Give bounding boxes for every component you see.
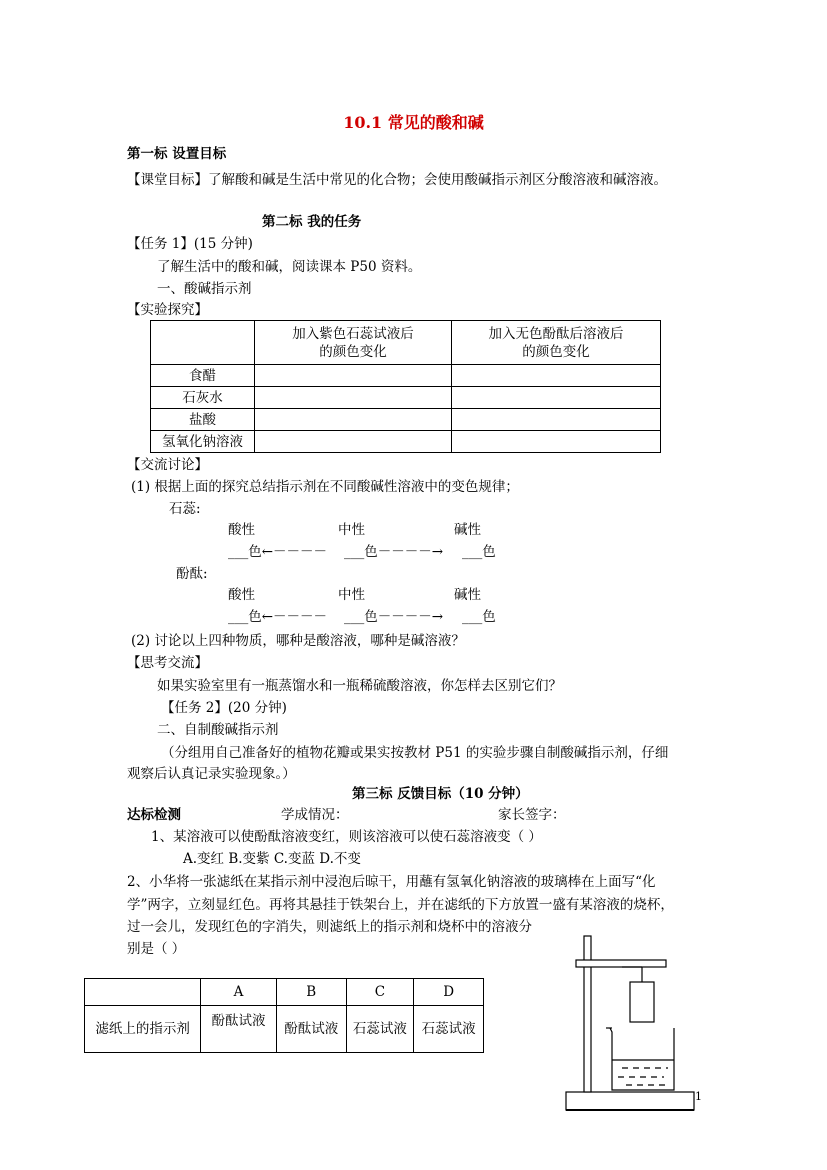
answer-cell[interactable] bbox=[255, 409, 452, 431]
task2-text-line2: 观察后认真记录实验现象。） bbox=[127, 766, 296, 782]
think-label: 【思考交流】 bbox=[127, 655, 208, 671]
answer-table-corner bbox=[85, 979, 201, 1006]
table-row bbox=[151, 431, 661, 453]
phenol-neutral-blank[interactable]: ___色－－－－→ bbox=[344, 609, 444, 625]
option-value: 酚酞试液 bbox=[276, 1006, 346, 1053]
option-value: 酚酞试液 bbox=[201, 1006, 277, 1053]
task1-label: 【任务 1】(15 分钟) bbox=[127, 236, 253, 252]
answer-cell[interactable] bbox=[255, 431, 452, 453]
discuss-label: 【交流讨论】 bbox=[127, 457, 208, 473]
table-row bbox=[151, 387, 661, 409]
think-text: 如果实验室里有一瓶蒸馏水和一瓶稀硫酸溶液，你怎样去区别它们？ bbox=[157, 678, 562, 694]
question-2-line3: 过一会儿，发现红色的字消失，则滤纸上的指示剂和烧杯中的溶液分 bbox=[127, 919, 532, 935]
option-header: A bbox=[201, 979, 277, 1006]
task1-text: 了解生活中的酸和碱，阅读课本 P50 资料。 bbox=[157, 259, 422, 275]
parent-signature-label: 家长签字： bbox=[498, 807, 566, 823]
table-corner-cell bbox=[151, 321, 255, 365]
answer-cell[interactable] bbox=[255, 387, 452, 409]
iron-stand-beaker-illustration bbox=[560, 932, 700, 1114]
question-2-line4: 别是（ ） bbox=[127, 941, 186, 957]
answer-cell[interactable] bbox=[452, 387, 661, 409]
task2-text-line1: （分组用自己准备好的植物花瓣或果实按教材 P51 的实验步骤自制酸碱指示剂，仔细 bbox=[161, 745, 669, 761]
scale-acid-label: 酸性 bbox=[228, 587, 255, 603]
experiment-table bbox=[150, 320, 661, 453]
scale-neutral-label: 中性 bbox=[338, 522, 365, 538]
answer-cell[interactable] bbox=[255, 365, 452, 387]
table-header-phenolphthalein: 加入无色酚酞后溶液后 的颜色变化 bbox=[452, 321, 661, 365]
discuss-question-1: (1) 根据上面的探究总结指示剂在不同酸碱性溶液中的变色规律； bbox=[131, 479, 519, 495]
table-header-litmus: 加入紫色石蕊试液后 的颜色变化 bbox=[255, 321, 452, 365]
option-header: C bbox=[346, 979, 414, 1006]
answer-row-label: 滤纸上的指示剂 bbox=[85, 1006, 201, 1053]
check-label: 达标检测 bbox=[127, 807, 181, 823]
question-2-line1: 2、小华将一张滤纸在某指示剂中浸泡后晾干，用蘸有氢氧化钠溶液的玻璃棒在上面写“化 bbox=[127, 874, 656, 890]
option-value: 石蕊试液 bbox=[346, 1006, 414, 1053]
class-goal: 【课堂目标】了解酸和碱是生活中常见的化合物；会使用酸碱指示剂区分酸溶液和碱溶液。 bbox=[127, 172, 667, 188]
scale-acid-label: 酸性 bbox=[228, 522, 255, 538]
question-1-options: A.变红 B.变紫 C.变蓝 D.不变 bbox=[183, 851, 361, 867]
answer-cell[interactable] bbox=[452, 409, 661, 431]
section2-heading: 第二标 我的任务 bbox=[262, 214, 362, 230]
option-header: D bbox=[414, 979, 484, 1006]
phenol-acid-blank[interactable]: ___色←－－－－ bbox=[228, 609, 328, 625]
scale-base-label: 碱性 bbox=[454, 522, 481, 538]
phenolphthalein-label: 酚酞: bbox=[176, 566, 208, 582]
subheading-indicators: 一、酸碱指示剂 bbox=[157, 281, 252, 297]
row-label: 盐酸 bbox=[151, 409, 255, 431]
discuss-question-2: (2) 讨论以上四种物质，哪种是酸溶液，哪种是碱溶液？ bbox=[131, 633, 465, 649]
table-row bbox=[151, 365, 661, 387]
litmus-base-blank[interactable]: ___色 bbox=[462, 544, 496, 560]
status-label: 学成情况： bbox=[281, 807, 349, 823]
task2-label: 【任务 2】(20 分钟) bbox=[161, 700, 287, 716]
question-1: 1、某溶液可以使酚酞溶液变红，则该溶液可以使石蕊溶液变（ ） bbox=[151, 829, 542, 845]
answer-cell[interactable] bbox=[452, 365, 661, 387]
section1-heading: 第一标 设置目标 bbox=[127, 146, 227, 162]
answer-cell[interactable] bbox=[452, 431, 661, 453]
page-number: 1 bbox=[695, 1090, 702, 1103]
litmus-label: 石蕊: bbox=[169, 501, 201, 517]
explore-label: 【实验探究】 bbox=[127, 302, 208, 318]
section3-heading: 第三标 反馈目标（10 分钟） bbox=[352, 786, 529, 802]
table-row bbox=[151, 409, 661, 431]
litmus-neutral-blank[interactable]: ___色－－－－→ bbox=[344, 544, 444, 560]
scale-neutral-label: 中性 bbox=[338, 587, 365, 603]
phenol-base-blank[interactable]: ___色 bbox=[462, 609, 496, 625]
row-label: 食醋 bbox=[151, 365, 255, 387]
row-label: 石灰水 bbox=[151, 387, 255, 409]
option-value: 石蕊试液 bbox=[414, 1006, 484, 1053]
page-title: 10.1 常见的酸和碱 bbox=[343, 113, 484, 132]
row-label: 氢氧化钠溶液 bbox=[151, 431, 255, 453]
litmus-acid-blank[interactable]: ___色←－－－－ bbox=[228, 544, 328, 560]
scale-base-label: 碱性 bbox=[454, 587, 481, 603]
subheading-homemade-indicator: 二、自制酸碱指示剂 bbox=[157, 722, 279, 738]
option-header: B bbox=[276, 979, 346, 1006]
question-2-line2: 学”两字，立刻显红色。再将其悬挂于铁架台上，并在滤纸的下方放置一盛有某溶液的烧杯， bbox=[127, 897, 674, 913]
answer-table bbox=[84, 978, 484, 1053]
